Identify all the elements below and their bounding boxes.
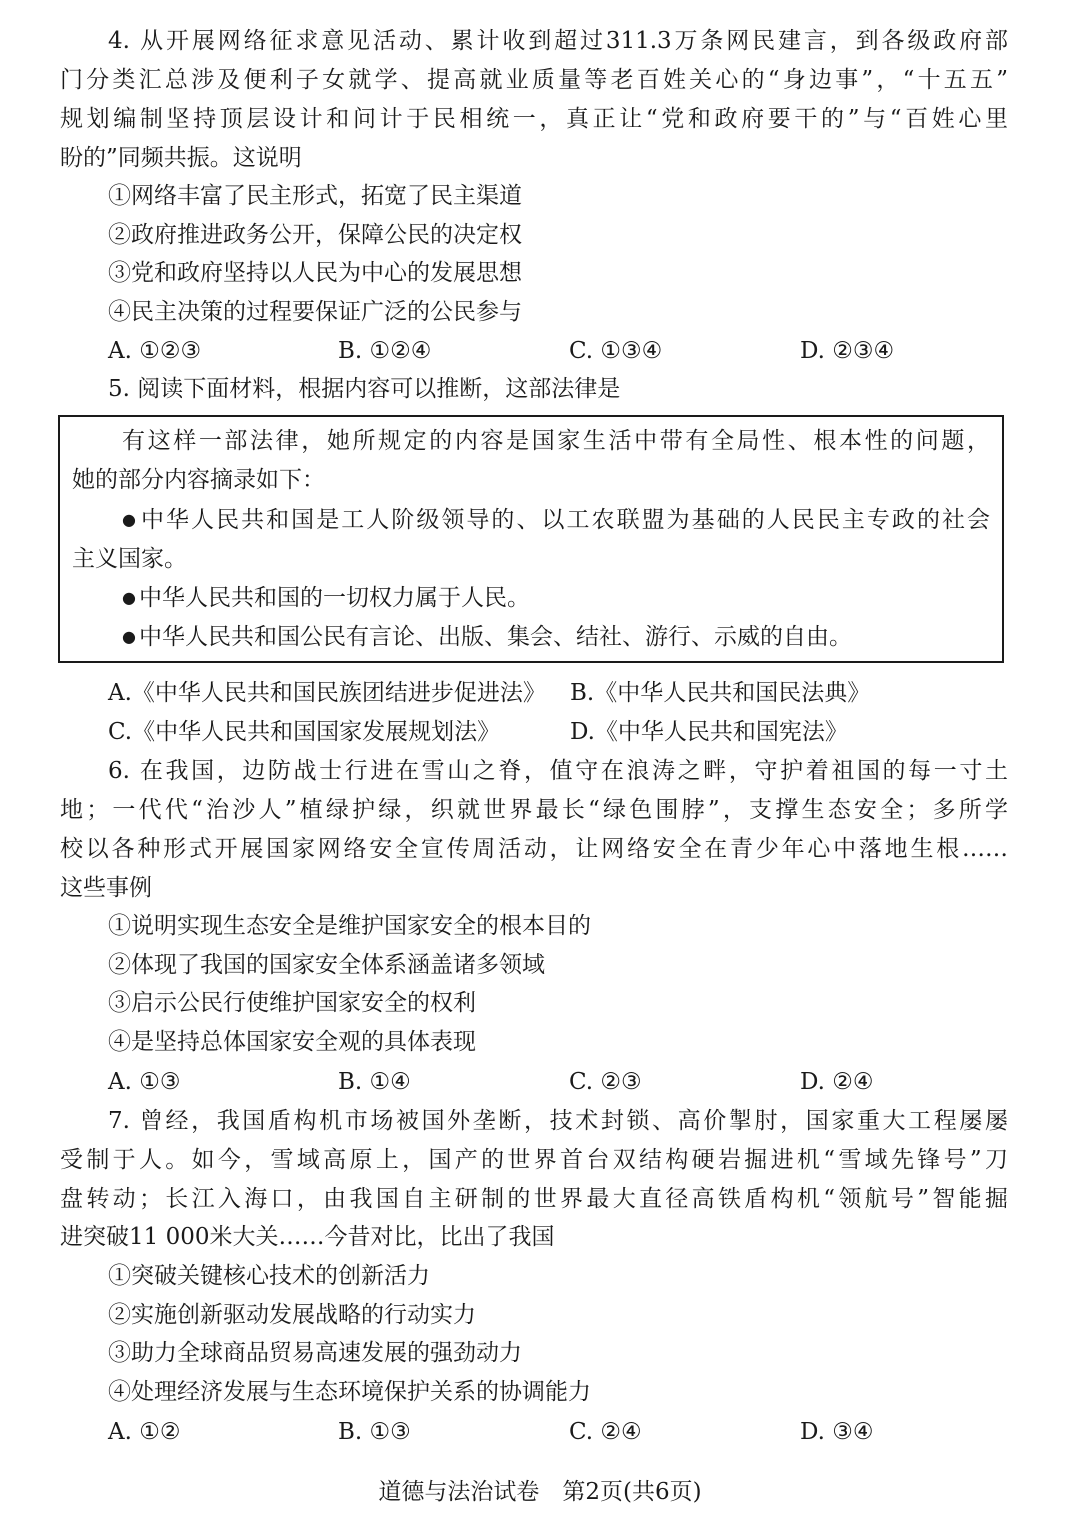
q5-material-intro-1: 有这样一部法律，她所规定的内容是国家生活中带有全局性、根本性的问题，	[122, 428, 990, 454]
q5-option-d: D.《中华人民共和国宪法》	[570, 719, 848, 745]
q7-option-b: B. ①③	[338, 1419, 411, 1445]
q7-stem-line-4: 进突破11 000米大关……今昔对比，比出了我国	[60, 1224, 555, 1250]
q4-option-b: B. ①②④	[338, 338, 432, 364]
q5-option-b: B.《中华人民共和国民法典》	[570, 680, 871, 706]
q7-option-c: C. ②④	[569, 1419, 642, 1445]
q6-stem-line-2: 地；一代代“治沙人”植绿护绿，织就世界最长“绿色围脖”，支撑生态安全；多所学	[60, 797, 1008, 823]
q6-item-2: ②体现了我国的国家安全体系涵盖诸多领域	[108, 952, 545, 978]
q5-option-a: A.《中华人民共和国民族团结进步促进法》	[108, 680, 546, 706]
q4-option-a: A. ①②③	[108, 338, 202, 364]
q5-option-c: C.《中华人民共和国国家发展规划法》	[108, 719, 501, 745]
q4-option-c: C. ①③④	[569, 338, 663, 364]
q6-option-a: A. ①③	[108, 1069, 181, 1095]
q5-material-bullet-2-text: 中华人民共和国的一切权力属于人民。	[138, 585, 530, 611]
q5-material-bullet-3-text: 中华人民共和国公民有言论、出版、集会、结社、游行、示威的自由。	[138, 624, 852, 650]
bullet-icon: ●	[122, 588, 136, 607]
q7-item-2: ②实施创新驱动发展战略的行动实力	[108, 1302, 476, 1328]
q6-stem-line-4: 这些事例	[60, 875, 152, 901]
q4-stem-line-1: 4. 从开展网络征求意见活动、累计收到超过311.3万条网民建言，到各级政府部	[108, 28, 1008, 54]
q4-stem-line-3: 规划编制坚持顶层设计和问计于民相统一，真正让“党和政府要干的”与“百姓心里	[60, 106, 1008, 132]
bullet-icon: ●	[122, 627, 136, 646]
q6-item-3: ③启示公民行使维护国家安全的权利	[108, 990, 476, 1016]
q5-material-box	[58, 415, 1004, 663]
q7-item-1: ①突破关键核心技术的创新活力	[108, 1263, 430, 1289]
q5-material-bullet-1-cont: 主义国家。	[72, 546, 187, 572]
q4-option-d: D. ②③④	[800, 338, 895, 364]
q6-option-d: D. ②④	[800, 1069, 874, 1095]
q7-option-d: D. ③④	[800, 1419, 874, 1445]
q4-item-4: ④民主决策的过程要保证广泛的公民参与	[108, 299, 522, 325]
q5-material-bullet-3	[122, 618, 990, 657]
q6-item-4: ④是坚持总体国家安全观的具体表现	[108, 1029, 476, 1055]
q6-item-1: ①说明实现生态安全是维护国家安全的根本目的	[108, 913, 591, 939]
q7-item-3: ③助力全球商品贸易高速发展的强劲动力	[108, 1340, 522, 1366]
q7-stem-line-3: 盘转动；长江入海口，由我国自主研制的世界最大直径高铁盾构机“领航号”智能掘	[60, 1186, 1008, 1212]
bullet-icon: ●	[122, 510, 138, 529]
q4-stem-line-4: 盼的”同频共振。这说明	[60, 145, 302, 171]
q6-stem-line-3: 校以各种形式开展国家网络安全宣传周活动，让网络安全在青少年心中落地生根……	[60, 836, 1008, 862]
q7-stem-line-1: 7. 曾经，我国盾构机市场被国外垄断，技术封锁、高价掣肘，国家重大工程屡屡	[108, 1108, 1008, 1134]
q4-item-1: ①网络丰富了民主形式，拓宽了民主渠道	[108, 183, 522, 209]
q5-material-bullet-2	[122, 579, 990, 618]
q7-stem-line-2: 受制于人。如今，雪域高原上，国产的世界首台双结构硬岩掘进机“雪域先锋号”刀	[60, 1147, 1008, 1173]
q6-stem-line-1: 6. 在我国，边防战士行进在雪山之脊，值守在浪涛之畔，守护着祖国的每一寸土	[108, 758, 1008, 784]
q5-material-bullet-1	[122, 501, 990, 540]
q6-option-b: B. ①④	[338, 1069, 411, 1095]
page-footer: 道德与法治试卷 第2页(共6页)	[378, 1479, 702, 1505]
q7-option-a: A. ①②	[108, 1419, 181, 1445]
q4-item-2: ②政府推进政务公开，保障公民的决定权	[108, 222, 522, 248]
q6-option-c: C. ②③	[569, 1069, 642, 1095]
q5-material-intro-2: 她的部分内容摘录如下：	[72, 467, 325, 493]
q4-item-3: ③党和政府坚持以人民为中心的发展思想	[108, 260, 522, 286]
q7-item-4: ④处理经济发展与生态环境保护关系的协调能力	[108, 1379, 591, 1405]
q5-material-bullet-1-text: 中华人民共和国是工人阶级领导的、以工农联盟为基础的人民民主专政的社会	[141, 507, 990, 533]
q5-stem: 5. 阅读下面材料，根据内容可以推断，这部法律是	[108, 376, 621, 402]
q4-stem-line-2: 门分类汇总涉及便利子女就学、提高就业质量等老百姓关心的“身边事”，“十五五”	[60, 67, 1008, 93]
